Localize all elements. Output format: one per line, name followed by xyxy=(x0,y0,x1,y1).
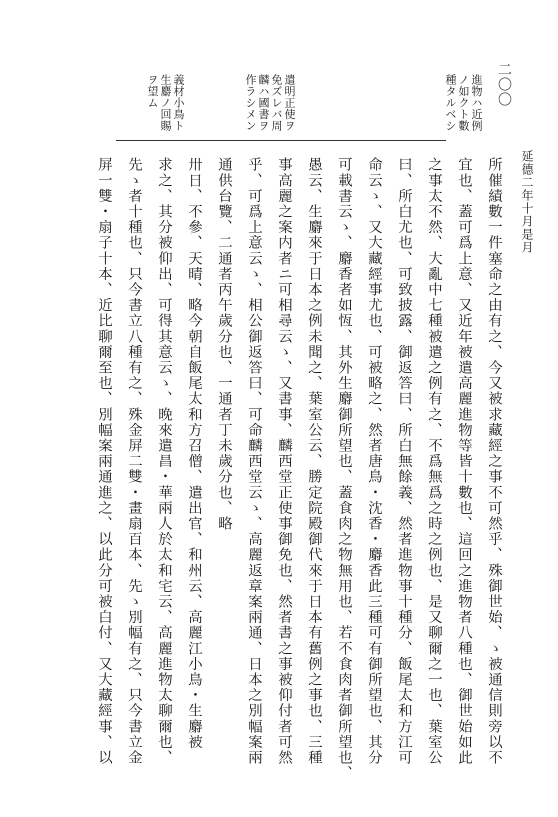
text-column: 所催績數一件塞命之由有之、今又被求藏經之事不可然乎、殊御世始、ゝ被通信則旁以不 xyxy=(486,157,502,766)
text-column: 愚云、生麝來于日本之例未聞之、葉室公云、勝定院殿御代來于日本有舊例之事也、三種 xyxy=(306,157,322,766)
marginal-note: 作ラシメン xyxy=(244,74,257,132)
marginal-divider xyxy=(116,140,446,141)
marginal-note: 麟ハ國書ヲ xyxy=(257,74,270,132)
marginal-note: ノ如クト數 xyxy=(457,74,470,132)
marginal-note: 進物ハ近例 xyxy=(470,74,483,132)
text-column: 卅日、不參、天晴、略今朝自飯尾太和方召僧、遣出官、和州云、高麗江小鳥・生麝被 xyxy=(186,157,202,750)
page-number: 二〇〇 xyxy=(496,62,512,107)
text-column: 可載書云ゝ、麝香者如恆、其外生麝御所望也、蓋食肉之物無用也、若不食肉者御所望也、 xyxy=(336,157,352,781)
text-column: 之事太不然、大亂中七種被遣之例有之、不爲無爲之時之例也、是又聊爾之一也、葉室公 xyxy=(426,157,442,766)
text-column: 乎、可爲上意云ゝ、相公御返答曰、可命麟西堂云ゝ、高麗返章案兩通、日本之別幅案兩 xyxy=(246,157,262,766)
text-column: 先ゝ者十種也、只今書立八種有之、殊金屏二雙・畫扇百本、先ゝ別幅有之、只今書立金 xyxy=(126,157,142,766)
text-column: 屏一雙・扇子十本、近比聊爾至也、別幅案兩通進之、以此分可被白付、又大藏經事、以 xyxy=(96,157,112,766)
marginal-note: 遣明正使ヲ xyxy=(283,74,296,132)
running-header: 延德二年十月是月 xyxy=(520,150,534,254)
text-column: 宜也、蓋可爲上意、又近年被遣高麗進物等皆十數也、這回之進物者八種也、御世始如此 xyxy=(456,157,472,766)
marginal-note: 免ズレバ周 xyxy=(270,74,283,132)
marginal-note: 種タルベシ xyxy=(444,74,457,132)
text-column: 命云ゝ、又大藏經事尤也、可被略之、然者唐鳥・沈香・麝香此三種可有御所望也、其分 xyxy=(366,157,382,766)
text-column: 曰、所白尤也、可致披露、御返答曰、所白無餘義、然者進物事十種分、飯尾太和方江可 xyxy=(396,157,412,766)
marginal-note: 義材小鳥ト xyxy=(172,74,185,132)
marginal-note: 生麝ノ回賜 xyxy=(159,74,172,132)
marginal-note: ヲ望ム xyxy=(146,74,159,109)
text-column: 求之、其分被仰出、可得其意云ゝ、晚來遣昌・華兩人於太和宅云、高麗進物太聊爾也、 xyxy=(156,157,172,766)
text-column: 通供台覽、二通者丙午歲分也、一通者丁未歲分也、略 xyxy=(216,157,232,532)
text-column: 事高麗之案内者ニ可相尋云ゝ、又書事、麟西堂正使事御免也、然者書之事被仰付者可然 xyxy=(276,157,292,766)
